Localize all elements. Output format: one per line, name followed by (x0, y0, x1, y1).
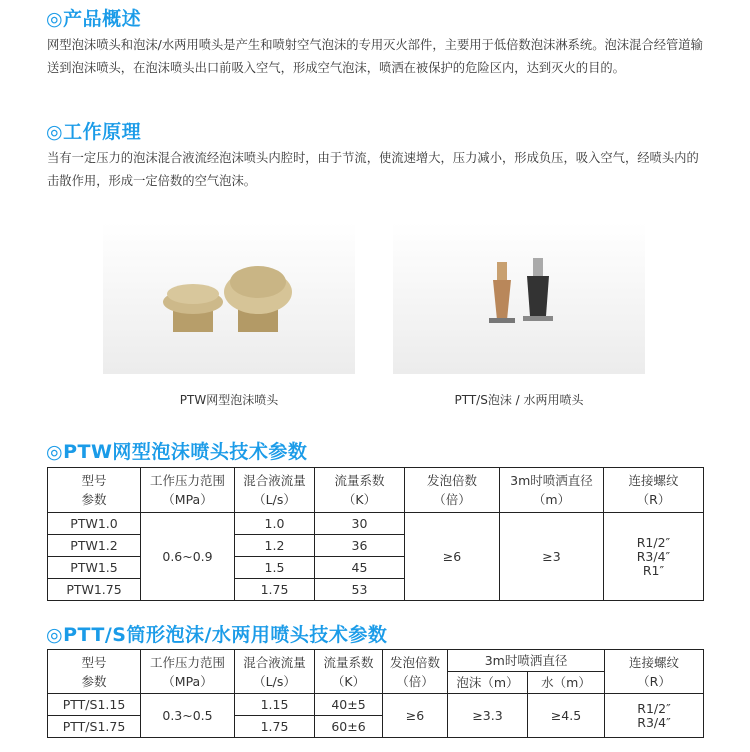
flow-cell: 1.2 (235, 535, 315, 557)
k-cell: 30 (315, 513, 405, 535)
header-pressure: 工作压力范围 （MPa） (141, 468, 235, 513)
header-k: 流量系数 （K） (315, 468, 405, 513)
k-cell: 53 (315, 579, 405, 601)
table-row (48, 513, 704, 535)
pressure-cell: 0.3~0.5 (141, 694, 235, 738)
table-header-row (48, 650, 704, 672)
header-pressure: 工作压力范围 （MPa） (141, 650, 235, 694)
pressure-cell: 0.6~0.9 (141, 513, 235, 601)
flow-cell: 1.15 (235, 694, 315, 716)
overview-text: 网型泡沫喷头和泡沫/水两用喷头是产生和喷射空气泡沫的专用灭火部件，主要用于低倍数泡沫淋系统。泡沫混合经管道输送到泡沫喷头，在泡沫喷头出口前吸入空气，形成空气泡沫，喷洒在被保护的危险区内，达到灭火的目的。 (47, 38, 703, 75)
flow-cell: 1.75 (235, 716, 315, 738)
principle-text: 当有一定压力的泡沫混合液流经泡沫喷头内腔时，由于节流，使流速增大，压力减小，形成负压，吸入空气，经喷头内的击散作用，形成一定倍数的空气泡沫。 (47, 151, 699, 188)
header-expansion: 发泡倍数 （倍） (405, 468, 500, 513)
model-cell: PTW1.0 (48, 513, 141, 535)
ptw-nozzle-image (103, 222, 355, 374)
overview-heading: ◎产品概述 (46, 8, 142, 30)
ptw-caption: PTW网型泡沫喷头 (179, 393, 279, 407)
header-model: 型号 参数 (48, 650, 141, 694)
model-cell: PTW1.75 (48, 579, 141, 601)
table-row (48, 694, 704, 716)
k-cell: 40±5 (315, 694, 383, 716)
model-cell: PTW1.5 (48, 557, 141, 579)
flow-cell: 1.0 (235, 513, 315, 535)
k-cell: 45 (315, 557, 405, 579)
foam-diameter-cell: ≥3.3 (448, 694, 528, 738)
thread-cell: R1/2″ R3/4″ R1″ (604, 513, 704, 601)
header-foam-diameter: 泡沫（m） (448, 672, 528, 694)
k-cell: 60±6 (315, 716, 383, 738)
header-expansion: 发泡倍数 （倍） (383, 650, 448, 694)
header-thread: 连接螺纹 （R） (604, 468, 704, 513)
model-cell: PTT/S1.75 (48, 716, 141, 738)
header-flow: 混合液流量 （L/s） (235, 468, 315, 513)
water-diameter-cell: ≥4.5 (528, 694, 605, 738)
model-cell: PTW1.2 (48, 535, 141, 557)
thread-cell: R1/2″ R3/4″ (605, 694, 704, 738)
flow-cell: 1.5 (235, 557, 315, 579)
principle-heading: ◎工作原理 (46, 121, 142, 143)
header-diameter: 3m时喷洒直径 （m） (500, 468, 604, 513)
header-model: 型号 参数 (48, 468, 141, 513)
header-thread: 连接螺纹 （R） (605, 650, 704, 694)
ptw-spec-table (47, 467, 704, 601)
header-diameter: 3m时喷洒直径 (448, 650, 605, 672)
ptts-nozzle-image (393, 222, 645, 374)
header-flow: 混合液流量 （L/s） (235, 650, 315, 694)
model-cell: PTT/S1.15 (48, 694, 141, 716)
k-cell: 36 (315, 535, 405, 557)
diameter-cell: ≥3 (500, 513, 604, 601)
table2-heading: ◎PTT/S筒形泡沫/水两用喷头技术参数 (46, 624, 388, 646)
table1-heading: ◎PTW网型泡沫喷头技术参数 (46, 441, 308, 463)
table-header-row (48, 468, 704, 513)
ptts-spec-table (47, 649, 704, 738)
flow-cell: 1.75 (235, 579, 315, 601)
ptts-caption: PTT/S泡沫 / 水两用喷头 (454, 393, 584, 407)
expansion-cell: ≥6 (405, 513, 500, 601)
expansion-cell: ≥6 (383, 694, 448, 738)
header-water-diameter: 水（m） (528, 672, 605, 694)
header-k: 流量系数 （K） (315, 650, 383, 694)
